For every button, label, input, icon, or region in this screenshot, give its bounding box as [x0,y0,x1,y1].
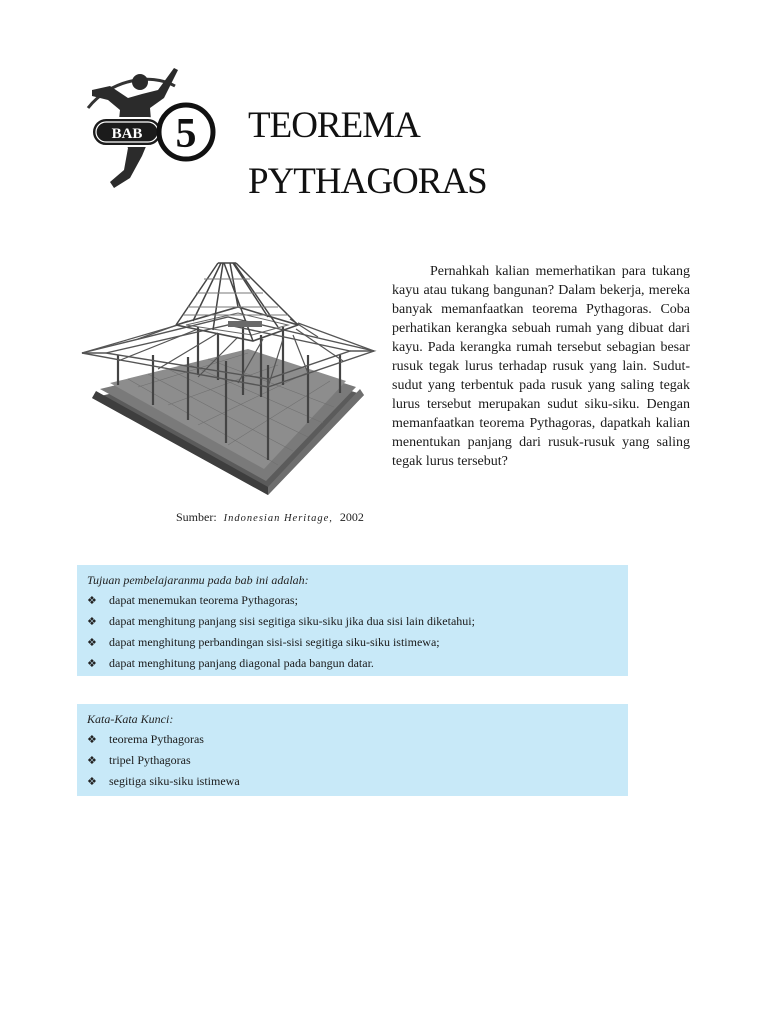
diamond-bullet-icon: ❖ [87,657,97,670]
caption-year: 2002 [339,510,364,524]
chapter-title-line2: PYTHAGORAS [248,161,487,202]
learning-goals-box [77,565,628,676]
keywords-heading: Kata-Kata Kunci: [87,712,174,726]
keyword-item [87,729,620,750]
goal-item [87,653,620,674]
chapter-title-line1: TEOREMA [248,105,420,146]
keyword-item [87,771,620,792]
keyword-item [87,750,620,771]
house-frame-illustration [78,255,378,500]
goal-item [87,611,620,632]
diamond-bullet-icon: ❖ [87,615,97,628]
diamond-bullet-icon: ❖ [87,636,97,649]
goal-text: dapat menghitung panjang diagonal pada bangun datar. [109,656,374,670]
keyword-text: tripel Pythagoras [109,753,191,767]
intro-paragraph: Pernahkah kalian memerhatikan para tukang kayu atau tukang bangunan? Dalam bekerja, mereka banyak memanfaatkan teorema Pythagoras. Coba perhatikan kerangka sebuah rumah yang dibuat dari kayu. Pada kerangka rumah tersebut sebagian besar rusuk tegak lurus terhadap rusuk yang lain. Sudut-sudut yang terbentuk pada rusuk yang saling tegak lurus tersebut merupakan sudut siku-siku. Dengan memanfaatkan teorema Pythagoras, dapatkah kalian menentukan panjang dari rusuk-rusuk yang saling tegak lurus tersebut? [392,264,690,469]
caption-prefix: Sumber: [176,510,217,524]
chapter-title [248,98,487,210]
keyword-text: teorema Pythagoras [109,732,204,746]
diamond-bullet-icon: ❖ [87,754,97,767]
jumping-figure-icon [80,60,230,195]
caption-source: Indonesian Heritage, [223,513,333,524]
chapter-emblem [80,60,230,195]
diamond-bullet-icon: ❖ [87,775,97,788]
goals-heading: Tujuan pembelajaranmu pada bab ini adalah: [87,573,309,587]
chapter-label: BAB [111,126,143,142]
diamond-bullet-icon: ❖ [87,594,97,607]
goal-text: dapat menghitung panjang sisi segitiga siku-siku jika dua sisi lain diketahui; [109,614,475,628]
chapter-number: 5 [175,111,197,157]
illustration-caption [176,510,364,525]
goal-text: dapat menemukan teorema Pythagoras; [109,593,298,607]
goal-item [87,590,620,611]
keywords-box [77,704,628,796]
goal-text: dapat menghitung perbandingan sisi-sisi segitiga siku-siku istimewa; [109,635,440,649]
goals-list [87,590,620,674]
diamond-bullet-icon: ❖ [87,733,97,746]
keywords-list [87,729,620,792]
keyword-text: segitiga siku-siku istimewa [109,774,240,788]
goal-item [87,632,620,653]
